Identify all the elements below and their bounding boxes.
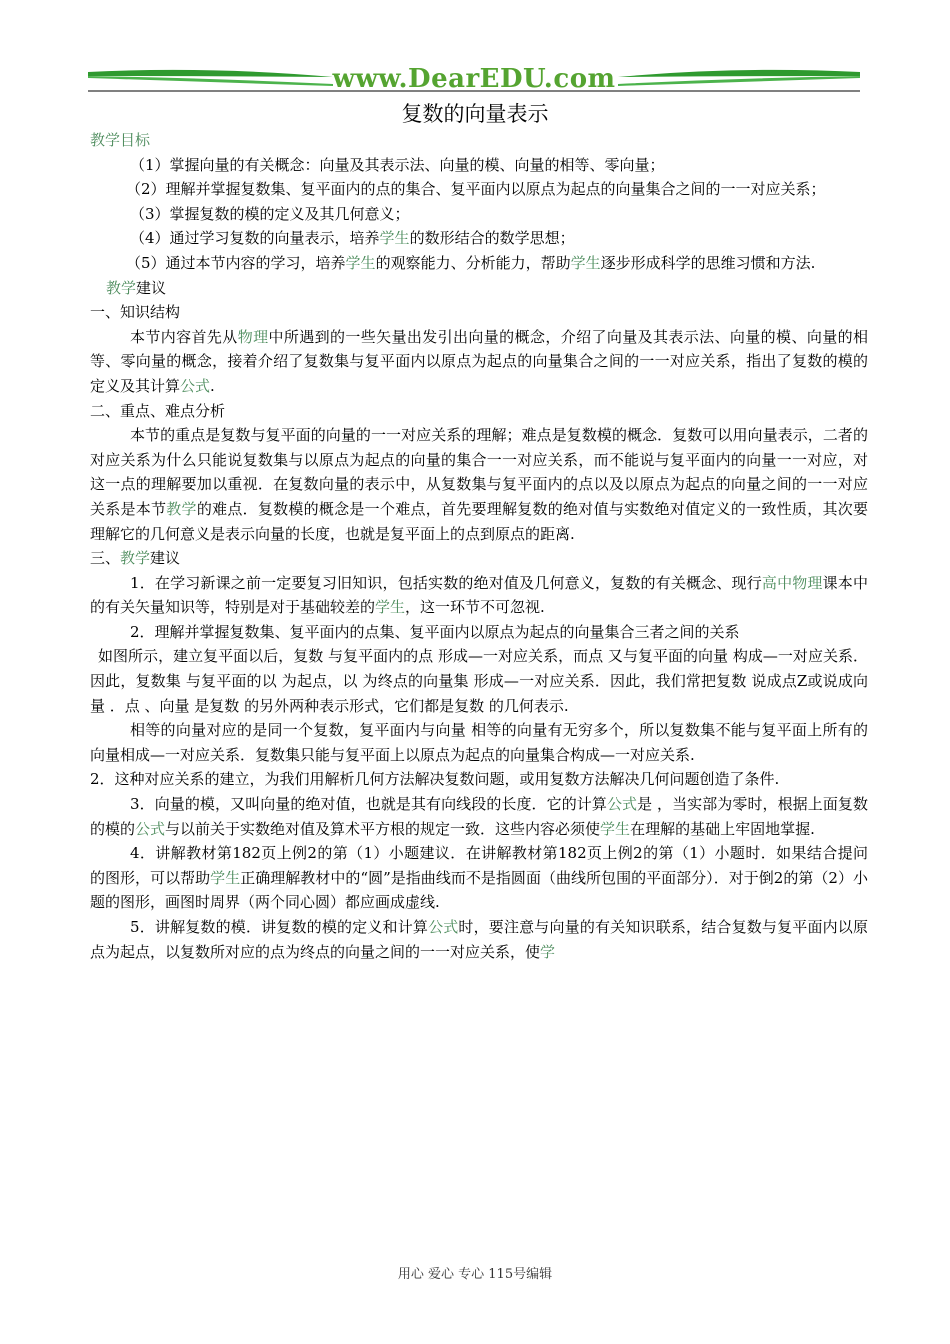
text-run: 一、知识结构 [90,303,181,322]
paragraph [90,128,868,153]
text-run: 逐步形成科学的思维习惯和方法. [600,253,816,272]
text-run: （3）掌握复数的模的定义及其几何意义； [130,204,410,223]
document-title: 复数的向量表示 [401,102,549,126]
text-run: 与以前关于实数绝对值及算术平方根的规定一致．这些内容必须使 [165,819,601,838]
paragraph [90,153,868,178]
text-run: 相等的向量对应的是同一个复数，复平面内与向量 相等的向量有无穷多个，所以复数集不能与复平面上所有的向量相成—一对应关系．复数集只能与复平面上以原点为起点的向量集合构成—一对应关系. [90,721,868,764]
text-run: 3．向量的模，又叫向量的绝对值，也就是其有向线段的长度．它的计算 [130,795,607,814]
keyword-link[interactable]: 公式 [180,376,211,395]
paragraph [90,767,868,792]
text-run: 1．在学习新课之前一定要复习旧知识，包括实数的绝对值及几何意义，复数的有关概念、现行 [130,573,762,592]
text-run: 的数形结合的数学思想； [409,229,575,248]
keyword-link[interactable]: 公式 [428,918,459,936]
site-banner [88,62,860,94]
paragraph [90,325,868,399]
text-run: . [210,376,215,395]
document-body [90,128,868,964]
paragraph [90,644,868,718]
text-run: 5．讲解复数的模．讲复数的模的定义和计算 [130,918,429,936]
text-run: 4．讲解教材第182页上例2的第（1）小题建议．在讲解教材第182页上例2的第（1）小题时．如果结合提问 的图形，可以帮助 [90,844,868,887]
keyword-link[interactable]: 教学目标 [90,131,151,149]
text-run: 2．理解并掌握复数集、复平面内的点集、复平面内以原点为起点的向量集合三者之间的关系 [130,622,740,641]
keyword-link[interactable]: 学 [540,942,556,961]
text-run: ，这一环节不可忽视. [405,598,545,617]
text-run: 在理解的基础上牢固地掌握. [630,819,815,838]
keyword-link[interactable]: 高中 [761,573,793,592]
paragraph [90,423,868,546]
keyword-link[interactable]: 公式 [606,795,638,814]
text-run: 课本中的有关矢量知识等，特别是对于基础较差的 [90,573,868,617]
text-run: （4）通过学习复数的向量表示，培养 [130,229,380,248]
text-run: 的观察能力、分析能力，帮助 [375,253,571,272]
paragraph [90,177,868,202]
text-run: 本节的重点是复数与复平面的向量的一一对应关系的理解；难点是复数模的概念．复数可以用向量表示，二者的对应关系为什么只能说复数集与以原点为起点的向量的集合一一对应关系，而不能说与复平面内的向量一一对应，对这一点的理解要加以重视．在复数向量的表示中，从复数集与复平面内的点以及以原点为起点的向量之间的一一对应关系是本节 [90,426,868,518]
text-run: 建议 [150,549,181,568]
text-run: 中所遇到的一些矢量出发引出向量的概念，介绍了向量及其表示法、向量的模、向量的相等、零向量的概念，接着介绍了复数集与复平面内以原点为起点的向量集合之间的一一对应关系，指出了复数的模的定义及其计算 [90,327,868,395]
paragraph [90,792,868,841]
paragraph [90,202,868,227]
paragraph [90,251,868,276]
paragraph [90,841,868,915]
text-run: 建议 [136,278,167,297]
paragraph [90,276,868,301]
text-run: （5）通过本节内容的学习，培养 [126,253,346,272]
paragraph [90,718,868,767]
keyword-link[interactable]: 教学 [166,499,197,518]
text-run: 正确理解教材中的“圆”是指曲线而不是指圆面（曲线所包围的平面部分）．对于倒2的第（2）小题的图形，画图时周界（两个同心圆）都应画成虚线. [90,868,868,912]
paragraph [90,399,868,424]
site-url: www.DearEDU.com [332,64,616,94]
paragraph [90,620,868,645]
paragraph [90,226,868,251]
text-run: 如图所示，建立复平面以后，复数 与复平面内的点 形成—一对应关系，而点 又与复平面的向量 构成—一对应关系．因此，复数集 与复平面的以 为起点，以 为终点的向量集 形成—一对应关系．因此，我们常把复数 说成点Z或说成向量 ．点 、向量 是复数 的另外两种表示形式，它们都是复数 的几何表示. [90,647,868,715]
keyword-link[interactable]: 学生 [345,253,376,272]
keyword-link[interactable]: 学生 [600,819,631,838]
keyword-link[interactable]: 物理 [237,327,269,346]
text-run: 时，要注意与向量的有关知识联系，结合复数与复平面内以原点为起点，以复数所对应的点为终点的向量之间的一一对应关系，使 [90,918,868,961]
text-run: 的难点．复数模的概念是一个难点，首先要理解复数的绝对值与实数绝对值定义的一致性质，其次要理解它的几何意义是表示向量的长度，也就是复平面上的点到原点的距离. [90,499,868,543]
text-run: 是 ，当实部为零时，根据上面复数的模的 [90,795,868,838]
page-footer: 用心 爱心 专心 115号编辑 [397,1267,553,1282]
keyword-link[interactable]: 物理 [792,573,823,592]
keyword-link[interactable]: 学生 [379,229,410,248]
keyword-link[interactable]: 学生 [375,598,406,617]
text-run: 本节内容首先从 [130,327,238,346]
text-run: 2．这种对应关系的建立，为我们用解析几何方法解决复数问题，或用复数方法解决几何问题创造了条件. [90,770,780,789]
paragraph [90,571,868,620]
text-run: 二、重点、难点分析 [90,401,226,420]
text-run: （2）理解并掌握复数集、复平面内的点的集合、复平面内以原点为起点的向量集合之间的一一对应关系； [126,180,826,199]
paragraph [90,546,868,571]
keyword-link[interactable]: 学生 [210,868,241,887]
text-run: （1）掌握向量的有关概念：向量及其表示法、向量的模、向量的相等、零向量； [130,155,665,174]
paragraph [90,300,868,325]
keyword-link[interactable]: 学生 [570,253,601,272]
keyword-link[interactable]: 公式 [135,819,166,838]
paragraph [90,915,868,964]
keyword-link[interactable]: 教学 [120,549,151,568]
keyword-link[interactable]: 教学 [106,278,137,297]
text-run: 三、 [90,549,121,568]
